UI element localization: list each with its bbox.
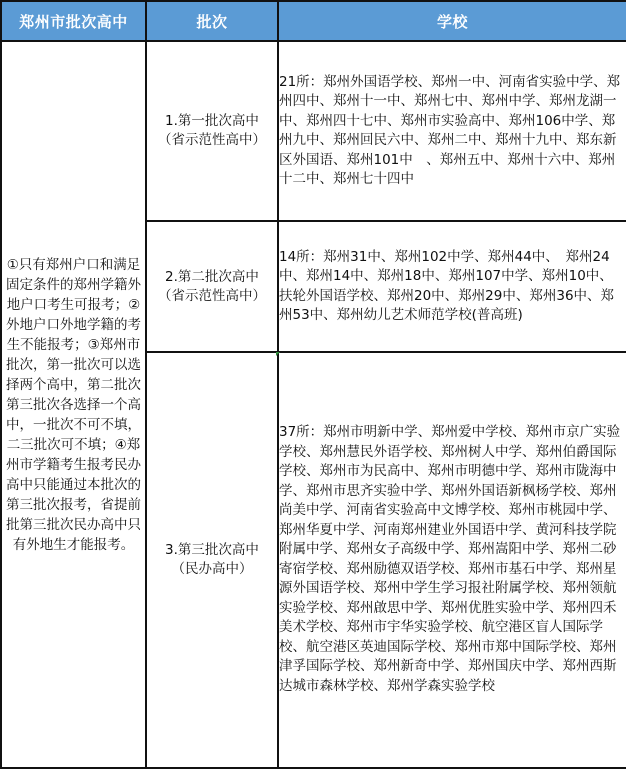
cell-comment-marker-icon <box>276 352 280 356</box>
batch-subtitle: （省示范性高中） <box>158 132 266 149</box>
batch-title: 1.第一批次高中 <box>165 113 259 130</box>
batch-cell <box>146 41 278 221</box>
header-row <box>1 1 626 41</box>
table-row <box>1 41 626 221</box>
header-region-batch: 郑州市批次高中 <box>1 1 146 41</box>
school-list: 37所：郑州市明新中学、郑州爱中学校、郑州市京广实验学校、郑州慧民外语学校、郑州树人中学、郑州伯爵国际学校、郑州市为民高中、郑州市明德中学、郑州市陇海中学、郑州市思齐实验中学、郑州外国语新枫杨学校、郑州尚美中学、河南省实验高中文博学校、郑州市桃园中学、郑州华夏中学、河南郑州建业外国语中学、黄河科技学院附属中学、郑州女子高级中学、郑州嵩阳中学、郑州二砂寄宿学校、郑州励德双语学校、郑州市基石中学、郑州星源外国语学校、郑州中学生学习报社附属学校、郑州领航实验学校、郑州啟思中学、郑州优胜实验中学、郑州四禾美术学校、郑州市宇华实验学校、航空港区盲人国际学校、航空港区英迪国际学校、郑州市郑中国际学校、郑州津孚国际学校、郑州新奇中学、郑州国庆中学、郑州西斯达城市森林学校、郑州学森实验学校 <box>278 352 626 768</box>
school-list: 14所：郑州31中、郑州102中学、郑州44中、 郑州24中、郑州14中、郑州18中、郑州107中学、郑州10中、扶轮外国语学校、郑州20中、郑州29中、郑州36中、郑州53中、郑州幼儿艺术师范学校(普高班) <box>278 221 626 351</box>
batch-cell <box>146 221 278 351</box>
admission-rules-note: ①只有郑州户口和满足固定条件的郑州学籍外地户口考生可报考；②外地户口外地学籍的考生不能报考；③郑州市批次，第一批次可以选择两个高中，第二批次第三批次各选择一个高中，一批次不可不填，二三批次可不填；④郑州市学籍考生报考民办高中只能通过本批次的第三批次报考，省提前批第三批次民办高中只有外地生才能报考。 <box>1 41 146 768</box>
batch-subtitle: （省示范性高中） <box>158 287 266 304</box>
batch-title: 3.第三批次高中 <box>165 541 259 558</box>
header-schools: 学校 <box>278 1 626 41</box>
batch-subtitle: （民办高中） <box>171 560 253 577</box>
school-list: 21所：郑州外国语学校、郑州一中、河南省实验中学、郑州四中、郑州十一中、郑州七中、郑州中学、郑州龙湖一中、郑州四十七中、郑州市实验高中、郑州106中学、郑州九中、郑州回民六中、郑州二中、郑州十九中、郑东新区外国语、郑州101中 、郑州五中、郑州十六中、郑州十二中、郑州七十四中 <box>278 41 626 221</box>
batch-cell <box>146 352 278 768</box>
batch-title: 2.第二批次高中 <box>165 268 259 285</box>
header-batch: 批次 <box>146 1 278 41</box>
